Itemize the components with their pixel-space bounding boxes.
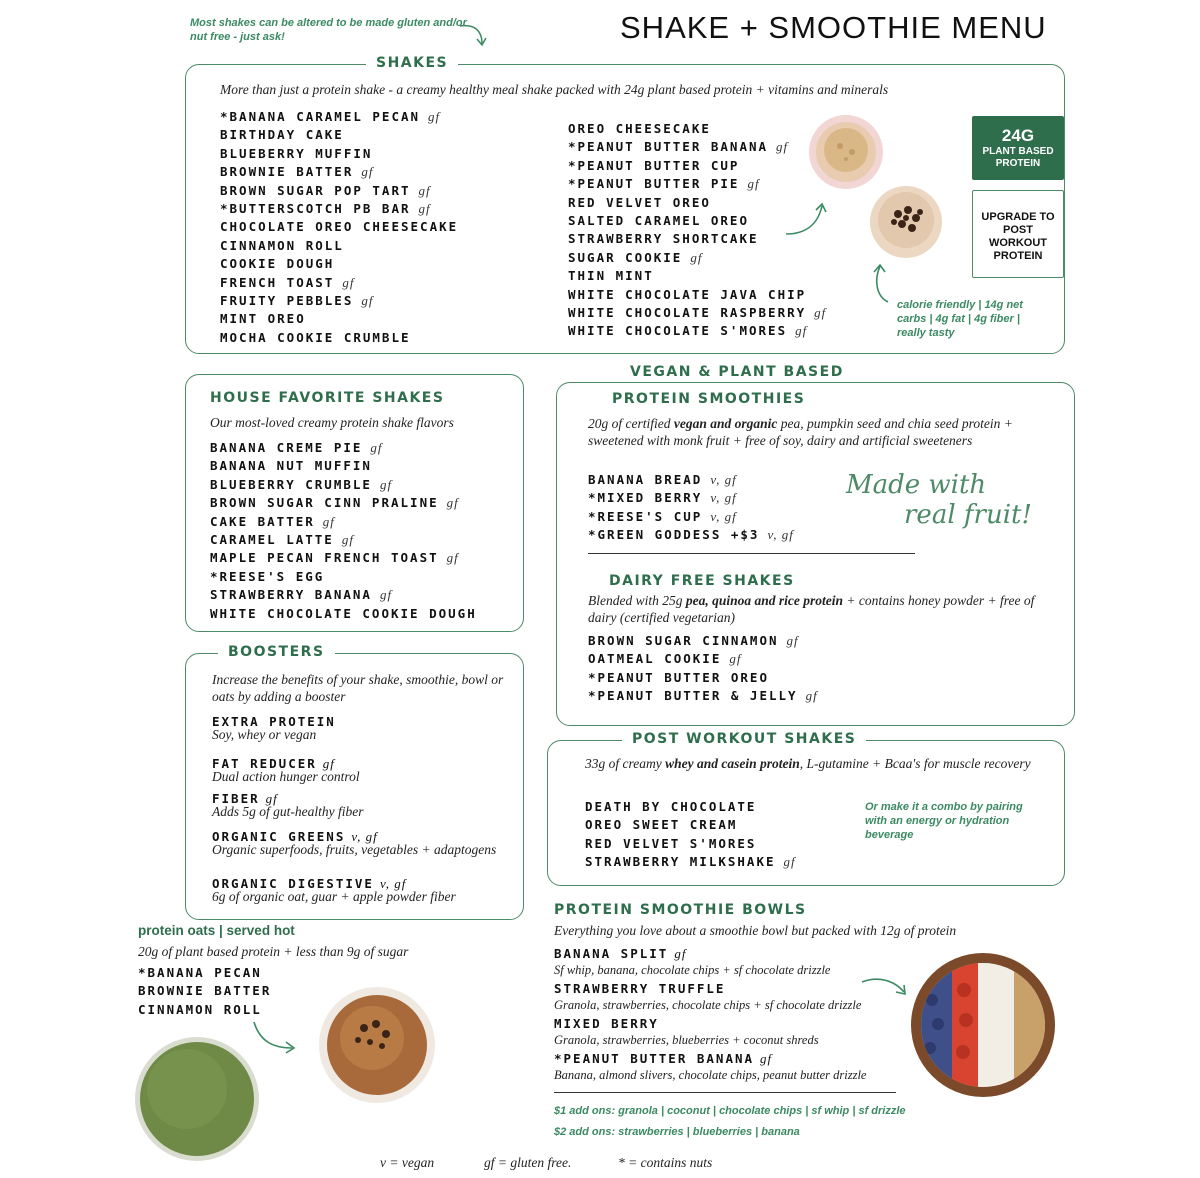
protein-oats-label: protein oats | served hot	[138, 923, 295, 938]
booster-item	[212, 792, 512, 819]
item-name: THIN MINT	[568, 268, 654, 284]
shake-item	[220, 200, 458, 218]
shake-item	[220, 310, 458, 328]
item-name: CINNAMON ROLL	[220, 237, 344, 253]
cacao-nibs-image	[866, 184, 946, 260]
shake-item	[220, 126, 458, 144]
item-tag: gf	[446, 550, 459, 566]
item-name: BANANA BREAD	[588, 472, 703, 487]
curved-arrow-icon	[458, 20, 488, 50]
item-name: STRAWBERRY MILKSHAKE	[585, 854, 776, 870]
booster-name-text: FAT REDUCER	[212, 756, 317, 771]
plant-protein-badge	[972, 116, 1064, 180]
shake-item	[220, 163, 458, 181]
booster-item	[212, 830, 512, 857]
item-name: OREO SWEET CREAM	[585, 817, 738, 833]
item-name: *PEANUT BUTTER BANANA	[568, 139, 769, 155]
oats-item	[138, 964, 271, 982]
bowl-name-text: BANANA SPLIT	[554, 946, 669, 961]
page-title: SHAKE + SMOOTHIE MENU	[620, 10, 1047, 45]
item-tag: gf	[446, 495, 459, 511]
item-tag: gf	[418, 182, 431, 198]
bowl-name	[554, 945, 830, 962]
booster-description: Adds 5g of gut-healthy fiber	[212, 804, 364, 819]
bowl-name	[554, 1015, 819, 1032]
arrow-to-powder-icon	[782, 200, 828, 240]
dairy-free-item	[588, 669, 818, 687]
shake-item	[220, 145, 458, 163]
protein-smoothies-description: 20g of certified vegan and organic pea, pumpkin seed and chia seed protein + sweetened with monk fruit + free of soy, dairy and artificial sweeteners	[588, 416, 1013, 448]
bowl-tag: gf	[674, 946, 687, 961]
shake-item	[220, 292, 458, 310]
vegan-header: VEGAN & PLANT BASED	[620, 364, 854, 380]
calorie-note: calorie friendly | 14g net carbs | 4g fat | 4g fiber | really tasty	[897, 299, 1023, 339]
legend-gluten-free: gf = gluten free.	[484, 1155, 572, 1170]
item-tag: gf	[805, 688, 818, 704]
post-workout-item	[585, 816, 796, 834]
house-favorite-item	[210, 531, 477, 549]
dairy-free-item	[588, 650, 818, 668]
item-name: WHITE CHOCOLATE S'MORES	[568, 323, 788, 339]
item-tag: gf	[795, 323, 808, 339]
boosters-description: Increase the benefits of your shake, smoothie, bowl or oats by adding a booster	[212, 672, 504, 704]
item-name: STRAWBERRY BANANA	[210, 587, 372, 603]
shake-item	[568, 304, 826, 322]
house-favorites-description: Our most-loved creamy protein shake flavors	[210, 415, 454, 430]
item-name: CHOCOLATE OREO CHEESECAKE	[220, 219, 459, 235]
shake-item	[220, 108, 458, 126]
item-tag: gf	[361, 164, 374, 180]
shake-item	[220, 255, 458, 273]
combo-note: Or make it a combo by pairing with an energy or hydration beverage	[865, 801, 1023, 841]
shake-item	[568, 120, 826, 138]
item-name: RED VELVET S'MORES	[585, 835, 757, 851]
item-tag: gf	[783, 854, 796, 870]
booster-tag: gf	[265, 791, 278, 806]
item-tag: gf	[361, 292, 374, 308]
bowl-description: Granola, strawberries, chocolate chips + sf chocolate drizzle	[554, 998, 862, 1012]
booster-tag: gf	[322, 756, 335, 771]
house-favorite-item	[210, 457, 477, 475]
post-workout-label: POST WORKOUT SHAKES	[622, 731, 866, 747]
arrow-to-oats-icon	[250, 1018, 300, 1058]
dairy-free-label: DAIRY FREE SHAKES	[609, 573, 795, 589]
item-name: DEATH BY CHOCOLATE	[585, 799, 757, 814]
protein-powder-image	[806, 112, 886, 192]
item-name: CAKE BATTER	[210, 513, 315, 529]
item-tag: gf	[814, 304, 827, 320]
item-name: OATMEAL COOKIE	[588, 651, 722, 667]
smoothie-bowl-item	[554, 945, 830, 979]
dairy-free-item	[588, 632, 818, 650]
dairy-free-description: Blended with 25g pea, quinoa and rice protein + contains honey powder + free of dairy (certified vegetarian)	[588, 593, 1035, 625]
item-name: *BUTTERSCOTCH PB BAR	[220, 200, 411, 216]
post-workout-item	[585, 853, 796, 871]
item-tag: v, gf	[710, 508, 737, 524]
shake-item	[568, 249, 826, 267]
bowls-divider-line	[554, 1092, 896, 1093]
green-smoothie-image	[132, 1034, 262, 1164]
item-tag: v, gf	[767, 527, 794, 543]
item-name: MOCHA COOKIE CRUMBLE	[220, 329, 411, 345]
item-tag: gf	[747, 176, 760, 192]
item-tag: gf	[379, 587, 393, 603]
item-name: BROWN SUGAR CINN PRALINE	[210, 495, 439, 511]
item-name: BROWNIE BATTER	[220, 164, 354, 180]
item-name: STRAWBERRY SHORTCAKE	[568, 231, 759, 247]
item-name: *BANANA CARAMEL PECAN	[220, 109, 421, 124]
house-favorite-item	[210, 513, 477, 531]
smoothie-item	[588, 471, 794, 489]
protein-smoothies-label: PROTEIN SMOOTHIES	[612, 391, 806, 407]
addons-1: $1 add ons: granola | coconut | chocolate chips | sf whip | sf drizzle	[554, 1105, 906, 1117]
item-name: *BANANA PECAN	[138, 965, 262, 980]
booster-name-text: FIBER	[212, 791, 260, 806]
item-name: WHITE CHOCOLATE RASPBERRY	[568, 304, 807, 320]
shakes-label: SHAKES	[366, 55, 458, 71]
booster-name-text: EXTRA PROTEIN	[212, 714, 336, 729]
post-workout-description: 33g of creamy whey and casein protein, L-gutamine + Bcaa's for muscle recovery	[585, 756, 1031, 771]
bowl-description: Granola, strawberries, blueberries + coconut shreds	[554, 1033, 819, 1047]
item-name: RED VELVET OREO	[568, 194, 711, 210]
item-name: MAPLE PECAN FRENCH TOAST	[210, 550, 439, 566]
shake-item	[220, 274, 458, 292]
booster-description: Soy, whey or vegan	[212, 727, 317, 742]
shake-item	[220, 182, 458, 200]
item-tag: gf	[776, 139, 789, 155]
upgrade-badge-text: UPGRADE TO POST WORKOUT PROTEIN	[981, 211, 1055, 262]
item-name: CINNAMON ROLL	[138, 1001, 262, 1017]
house-favorite-item	[210, 476, 477, 494]
house-favorite-item	[210, 439, 477, 457]
dairy-free-list	[588, 632, 818, 706]
item-tag: gf	[379, 476, 393, 492]
smoothie-item	[588, 508, 794, 526]
item-name: BROWN SUGAR CINNAMON	[588, 633, 779, 648]
item-name: BLUEBERRY MUFFIN	[220, 145, 373, 161]
shakes-list-col1	[220, 108, 458, 347]
smoothie-bowl-item	[554, 980, 861, 1014]
item-name: *GREEN GODDESS +$3	[588, 527, 760, 543]
item-name: MINT OREO	[220, 311, 306, 327]
post-workout-item	[585, 835, 796, 853]
item-tag: gf	[786, 633, 799, 648]
item-name: *REESE'S CUP	[588, 508, 703, 524]
post-workout-list	[585, 798, 796, 872]
item-name: BANANA NUT MUFFIN	[210, 458, 372, 474]
shake-item	[220, 329, 458, 347]
house-favorite-item	[210, 549, 477, 567]
booster-item	[212, 757, 512, 784]
addons-2: $2 add ons: strawberries | blueberries | banana	[554, 1126, 800, 1138]
booster-name-text: ORGANIC DIGESTIVE	[212, 876, 374, 891]
smoothie-bowl-item	[554, 1050, 866, 1084]
house-favorites-list	[210, 439, 477, 623]
badge-value: 24G	[1001, 126, 1035, 145]
bowl-name	[554, 980, 861, 997]
booster-description: Organic superfoods, fruits, vegetables + adaptogens	[212, 842, 497, 857]
booster-description: Dual action hunger control	[212, 769, 360, 784]
badge-text: PLANT BASED PROTEIN	[982, 146, 1054, 169]
house-favorite-item	[210, 586, 477, 604]
legend-contains-nuts: * = contains nuts	[618, 1155, 713, 1170]
item-name: COOKIE DOUGH	[220, 256, 335, 272]
boosters-label: BOOSTERS	[218, 644, 335, 660]
legend-vegan: v = vegan	[380, 1155, 435, 1170]
bowl-description: Sf whip, banana, chocolate chips + sf chocolate drizzle	[554, 963, 831, 977]
item-tag: gf	[729, 651, 742, 667]
booster-name-text: ORGANIC GREENS	[212, 829, 346, 844]
item-tag: gf	[418, 200, 431, 216]
house-favorite-item	[210, 568, 477, 586]
item-tag: gf	[341, 531, 354, 547]
item-name: BROWNIE BATTER	[138, 983, 272, 999]
bowl-tag: gf	[760, 1051, 773, 1066]
oats-item	[138, 982, 271, 1000]
item-name: *MIXED BERRY	[588, 490, 703, 506]
item-tag: gf	[342, 274, 355, 290]
protein-oats-description: 20g of plant based protein + less than 9g of sugar	[138, 944, 409, 959]
smoothie-item	[588, 489, 794, 507]
item-name: WHITE CHOCOLATE COOKIE DOUGH	[210, 605, 477, 621]
dairy-free-item	[588, 687, 818, 705]
shake-item	[220, 237, 458, 255]
post-workout-item	[585, 798, 796, 816]
script-line-2: real fruit!	[904, 500, 1032, 530]
item-tag: gf	[322, 513, 335, 529]
item-name: OREO CHEESECAKE	[568, 121, 711, 136]
item-name: BROWN SUGAR POP TART	[220, 182, 411, 198]
item-name: *PEANUT BUTTER OREO	[588, 669, 769, 685]
item-tag: v, gf	[710, 472, 737, 487]
shake-item	[568, 286, 826, 304]
shake-item	[568, 157, 826, 175]
shake-item	[568, 175, 826, 193]
item-name: CARAMEL LATTE	[210, 531, 334, 547]
item-tag: v, gf	[710, 490, 737, 506]
arrow-to-bowl-icon	[858, 974, 910, 1002]
item-name: SALTED CARAMEL OREO	[568, 212, 749, 228]
item-name: *REESE'S EGG	[210, 568, 325, 584]
item-name: *PEANUT BUTTER PIE	[568, 176, 740, 192]
protein-oats-list	[138, 964, 271, 1019]
bowl-name-text: STRAWBERRY TRUFFLE	[554, 981, 726, 996]
item-tag: gf	[370, 440, 383, 455]
item-name: SUGAR COOKIE	[568, 249, 683, 265]
protein-smoothies-list	[588, 471, 794, 545]
upgrade-badge	[972, 190, 1064, 278]
item-name: BANANA CREME PIE	[210, 440, 363, 455]
shake-item	[220, 218, 458, 236]
item-name: FRENCH TOAST	[220, 274, 335, 290]
shake-item	[568, 138, 826, 156]
smoothie-bowl-item	[554, 1015, 819, 1049]
house-favorite-item	[210, 494, 477, 512]
divider-line	[588, 553, 915, 554]
house-favorites-label: HOUSE FAVORITE SHAKES	[210, 390, 445, 406]
shake-item	[568, 322, 826, 340]
house-favorite-item	[210, 605, 477, 623]
smoothie-item	[588, 526, 794, 544]
top-note: Most shakes can be altered to be made gluten and/or nut free - just ask!	[190, 17, 467, 43]
bowl-name	[554, 1050, 866, 1067]
bowl-description: Banana, almond slivers, chocolate chips, peanut butter drizzle	[554, 1068, 867, 1082]
item-name: BIRTHDAY CAKE	[220, 127, 344, 143]
item-tag: gf	[690, 249, 703, 265]
shakes-description: More than just a protein shake - a creamy healthy meal shake packed with 24g plant based protein + vitamins and minerals	[220, 82, 889, 97]
protein-oats-image	[312, 984, 442, 1106]
item-name: BLUEBERRY CRUMBLE	[210, 476, 372, 492]
booster-tag: v, gf	[379, 876, 407, 891]
bowl-name-text: *PEANUT BUTTER BANANA	[554, 1051, 755, 1066]
script-line-1: Made with	[846, 470, 987, 500]
bowl-name-text: MIXED BERRY	[554, 1016, 659, 1031]
booster-tag: v, gf	[351, 829, 378, 844]
item-name: *PEANUT BUTTER CUP	[568, 157, 740, 173]
item-tag: gf	[428, 109, 441, 124]
item-name: FRUITY PEBBLES	[220, 292, 354, 308]
booster-item	[212, 715, 512, 742]
oats-item	[138, 1001, 271, 1019]
arrow-to-nibs-icon	[868, 262, 898, 306]
smoothie-bowls-label: PROTEIN SMOOTHIE BOWLS	[554, 902, 807, 918]
item-name: WHITE CHOCOLATE JAVA CHIP	[568, 286, 807, 302]
booster-item	[212, 877, 512, 904]
item-name: *PEANUT BUTTER & JELLY	[588, 688, 798, 704]
smoothie-bowl-image	[908, 950, 1058, 1100]
shake-item	[568, 267, 826, 285]
booster-description: 6g of organic oat, guar + apple powder fiber	[212, 889, 456, 904]
smoothie-bowls-description: Everything you love about a smoothie bowl but packed with 12g of protein	[554, 923, 957, 938]
